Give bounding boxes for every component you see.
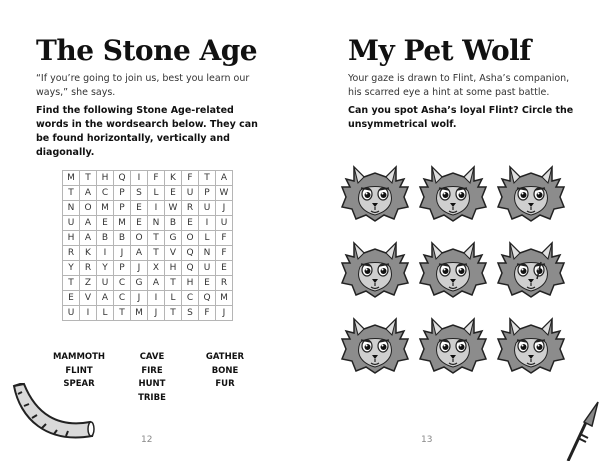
- grid-cell[interactable]: A: [148, 276, 165, 291]
- grid-cell[interactable]: O: [182, 231, 199, 246]
- grid-cell[interactable]: X: [148, 261, 165, 276]
- grid-cell[interactable]: N: [148, 216, 165, 231]
- intro-text: “If you’re going to join us, best you learn our ways,” she says.: [36, 73, 250, 98]
- page-title: My Pet Wolf: [348, 34, 531, 67]
- grid-cell[interactable]: T: [199, 171, 216, 186]
- grid-cell[interactable]: W: [165, 201, 182, 216]
- grid-cell[interactable]: E: [63, 291, 80, 306]
- grid-cell[interactable]: N: [63, 201, 80, 216]
- grid-cell[interactable]: G: [165, 231, 182, 246]
- grid-row: [63, 291, 233, 306]
- grid-cell[interactable]: I: [199, 216, 216, 231]
- wolf-illustration[interactable]: [496, 309, 566, 379]
- grid-cell[interactable]: T: [148, 246, 165, 261]
- grid-cell[interactable]: H: [182, 276, 199, 291]
- grid-cell[interactable]: I: [148, 291, 165, 306]
- grid-cell[interactable]: A: [216, 171, 233, 186]
- grid-cell[interactable]: A: [131, 246, 148, 261]
- grid-cell[interactable]: R: [80, 261, 97, 276]
- grid-cell[interactable]: C: [114, 276, 131, 291]
- word-item: BONE: [211, 365, 239, 376]
- grid-cell[interactable]: U: [63, 216, 80, 231]
- grid-row: [63, 216, 233, 231]
- grid-cell[interactable]: O: [80, 201, 97, 216]
- grid-cell[interactable]: E: [199, 276, 216, 291]
- grid-cell[interactable]: I: [80, 306, 97, 321]
- grid-cell[interactable]: Q: [199, 291, 216, 306]
- grid-cell[interactable]: V: [80, 291, 97, 306]
- grid-cell[interactable]: F: [199, 306, 216, 321]
- grid-cell[interactable]: G: [131, 276, 148, 291]
- wolf-illustration[interactable]: [496, 233, 566, 303]
- grid-cell[interactable]: T: [63, 276, 80, 291]
- grid-cell[interactable]: T: [148, 231, 165, 246]
- grid-cell[interactable]: P: [114, 201, 131, 216]
- word-item: FIRE: [141, 365, 163, 376]
- grid-cell[interactable]: A: [80, 231, 97, 246]
- wolf-illustration[interactable]: [418, 233, 488, 303]
- word-column: [190, 351, 260, 392]
- grid-cell[interactable]: E: [131, 216, 148, 231]
- right-page: [300, 0, 600, 461]
- grid-cell[interactable]: E: [97, 216, 114, 231]
- grid-cell[interactable]: H: [63, 231, 80, 246]
- grid-cell[interactable]: Q: [182, 246, 199, 261]
- grid-row: [63, 261, 233, 276]
- grid-cell[interactable]: A: [97, 291, 114, 306]
- grid-cell[interactable]: I: [148, 201, 165, 216]
- grid-cell[interactable]: J: [131, 261, 148, 276]
- grid-cell[interactable]: J: [216, 306, 233, 321]
- grid-cell[interactable]: C: [182, 291, 199, 306]
- instruction-text: Can you spot Asha’s loyal Flint? Circle the unsymmetrical wolf.: [348, 105, 574, 130]
- word-column: [117, 351, 187, 405]
- word-item: TRIBE: [138, 392, 166, 403]
- grid-cell[interactable]: M: [63, 171, 80, 186]
- grid-cell[interactable]: E: [165, 186, 182, 201]
- intro-text: Your gaze is drawn to Flint, Asha’s companion, his scarred eye a hint at some past battle.: [348, 73, 570, 98]
- word-item: MAMMOTH: [52, 352, 106, 362]
- grid-cell[interactable]: E: [131, 201, 148, 216]
- grid-cell[interactable]: M: [97, 201, 114, 216]
- grid-cell[interactable]: U: [199, 201, 216, 216]
- grid-cell[interactable]: J: [114, 246, 131, 261]
- grid-cell[interactable]: N: [199, 246, 216, 261]
- grid-cell[interactable]: L: [165, 291, 182, 306]
- grid-cell[interactable]: Y: [63, 261, 80, 276]
- grid-cell[interactable]: Y: [97, 261, 114, 276]
- grid-cell[interactable]: Q: [114, 171, 131, 186]
- grid-cell[interactable]: M: [114, 216, 131, 231]
- grid-cell[interactable]: U: [63, 306, 80, 321]
- grid-cell[interactable]: R: [216, 276, 233, 291]
- grid-cell[interactable]: C: [97, 186, 114, 201]
- grid-cell[interactable]: T: [80, 171, 97, 186]
- horn-illustration: [6, 378, 96, 453]
- grid-cell[interactable]: K: [80, 246, 97, 261]
- word-item: FLINT: [65, 365, 93, 376]
- grid-cell[interactable]: B: [97, 231, 114, 246]
- grid-row: [63, 246, 233, 261]
- word-item: CAVE: [139, 352, 165, 362]
- grid-cell[interactable]: J: [148, 306, 165, 321]
- grid-cell[interactable]: F: [182, 171, 199, 186]
- grid-cell[interactable]: Z: [80, 276, 97, 291]
- grid-cell[interactable]: T: [114, 306, 131, 321]
- word-item: SPEAR: [63, 379, 95, 389]
- grid-cell[interactable]: P: [199, 186, 216, 201]
- wolf-illustration[interactable]: [418, 157, 488, 227]
- grid-cell[interactable]: I: [131, 171, 148, 186]
- grid-cell[interactable]: F: [148, 171, 165, 186]
- grid-row: [63, 231, 233, 246]
- grid-cell[interactable]: C: [114, 291, 131, 306]
- grid-cell[interactable]: F: [216, 231, 233, 246]
- grid-cell[interactable]: O: [131, 231, 148, 246]
- grid-row: [63, 186, 233, 201]
- grid-cell[interactable]: I: [97, 246, 114, 261]
- page-number: 13: [421, 435, 433, 445]
- grid-cell[interactable]: R: [63, 246, 80, 261]
- grid-cell[interactable]: T: [165, 276, 182, 291]
- grid-cell[interactable]: L: [148, 186, 165, 201]
- grid-cell[interactable]: E: [182, 216, 199, 231]
- word-item: GATHER: [205, 352, 245, 362]
- grid-cell[interactable]: U: [199, 261, 216, 276]
- grid-cell[interactable]: S: [182, 306, 199, 321]
- grid-cell[interactable]: Q: [182, 261, 199, 276]
- grid-cell[interactable]: A: [80, 186, 97, 201]
- grid-cell[interactable]: K: [165, 171, 182, 186]
- grid-row: [63, 171, 233, 186]
- grid-cell[interactable]: L: [97, 306, 114, 321]
- grid-cell[interactable]: E: [216, 261, 233, 276]
- grid-row: [63, 306, 233, 321]
- grid-cell[interactable]: M: [131, 306, 148, 321]
- grid-cell[interactable]: L: [199, 231, 216, 246]
- wolf-illustration[interactable]: [496, 157, 566, 227]
- wolf-illustration[interactable]: [340, 309, 410, 379]
- grid-row: [63, 201, 233, 216]
- grid-cell[interactable]: T: [165, 306, 182, 321]
- grid-cell[interactable]: W: [216, 186, 233, 201]
- grid-cell[interactable]: S: [131, 186, 148, 201]
- spear-illustration: [558, 400, 600, 461]
- word-item: HUNT: [138, 379, 166, 389]
- grid-cell[interactable]: J: [216, 201, 233, 216]
- grid-cell[interactable]: T: [63, 186, 80, 201]
- wolf-illustration[interactable]: [418, 309, 488, 379]
- grid-cell[interactable]: B: [114, 231, 131, 246]
- wordsearch-grid[interactable]: [62, 170, 233, 321]
- grid-cell[interactable]: U: [182, 186, 199, 201]
- grid-cell[interactable]: P: [114, 261, 131, 276]
- grid-cell[interactable]: J: [131, 291, 148, 306]
- grid-cell[interactable]: V: [165, 246, 182, 261]
- grid-cell[interactable]: A: [80, 216, 97, 231]
- word-item: FUR: [215, 379, 235, 389]
- grid-row: [63, 276, 233, 291]
- grid-cell[interactable]: U: [97, 276, 114, 291]
- page-number: 12: [141, 435, 153, 445]
- wolf-illustration[interactable]: [340, 233, 410, 303]
- grid-cell[interactable]: R: [182, 201, 199, 216]
- grid-cell[interactable]: M: [216, 291, 233, 306]
- grid-cell[interactable]: F: [216, 246, 233, 261]
- grid-cell[interactable]: B: [165, 216, 182, 231]
- grid-cell[interactable]: H: [97, 171, 114, 186]
- page-title: The Stone Age: [36, 34, 258, 67]
- wolf-illustration[interactable]: [340, 157, 410, 227]
- grid-cell[interactable]: P: [114, 186, 131, 201]
- grid-cell[interactable]: H: [165, 261, 182, 276]
- instruction-text: Find the following Stone Age-related words in the wordsearch below. They can be found horizontally, vertically and diagonally.: [36, 105, 258, 158]
- grid-cell[interactable]: U: [216, 216, 233, 231]
